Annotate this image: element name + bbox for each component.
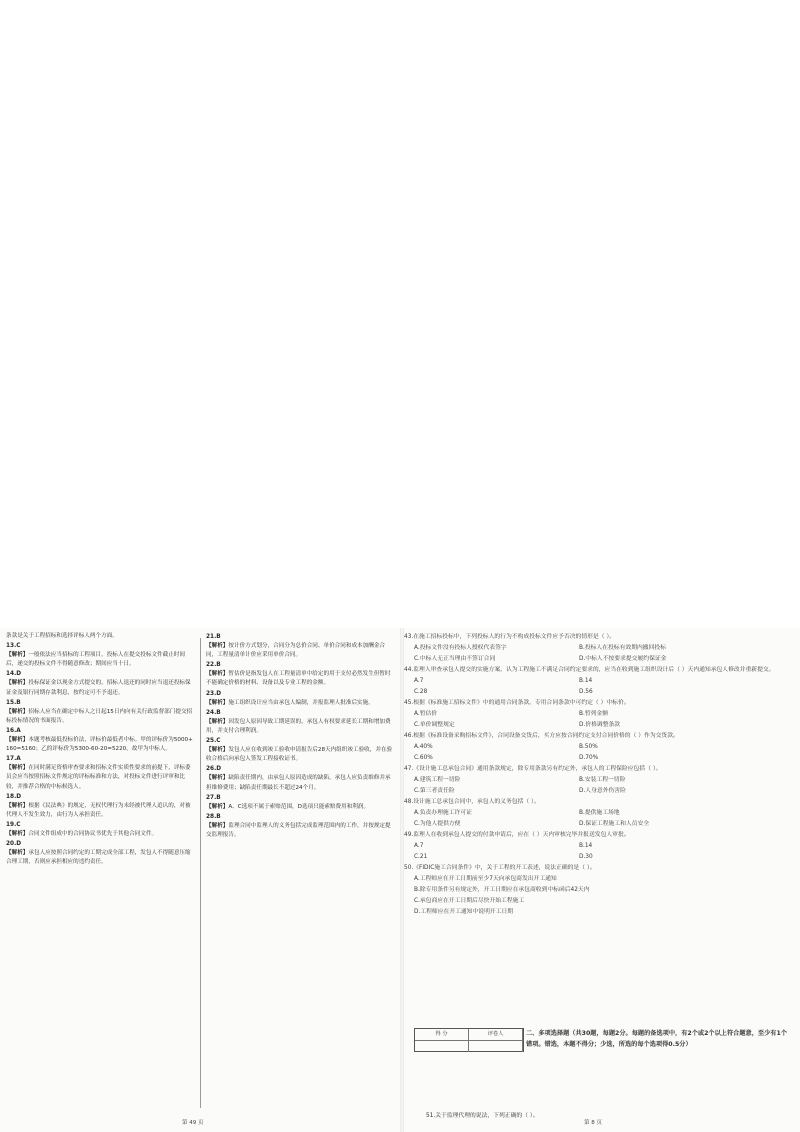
question-list [404, 632, 794, 918]
answer-explanation [6, 651, 194, 669]
explanation-tag: 【解析】 [206, 718, 229, 725]
answer-option: C.中标人无正当理由不签订合同 [414, 656, 496, 662]
grader-cell [469, 1041, 523, 1052]
answer-option: C.28 [414, 689, 428, 695]
explanation-tag: 【解析】 [206, 822, 229, 829]
answer-number: 13.C [6, 643, 21, 650]
score-label: 得 分 [415, 1029, 469, 1040]
answer-option: C.为他人提供方便 [414, 821, 461, 827]
explanation-text: 按计价方式划分，合同分为总价合同、单价合同和成本加酬金合同，工程量清单计价应采用单价合同。 [206, 643, 386, 659]
answer-option: A.7 [414, 678, 424, 684]
answer-option: A.投标文件没有投标人授权代表签字 [414, 645, 507, 651]
answer-number: 18.D [6, 793, 22, 800]
answer-option: B.除专用条件另有规定外，开工日期应在承包商收到中标函后42天内 [414, 887, 590, 893]
score-box [414, 1028, 524, 1052]
explanation-tag: 【解析】 [6, 652, 29, 659]
option-row [404, 643, 794, 654]
option-row [404, 709, 794, 720]
option-row [404, 687, 794, 698]
left-column-2 [206, 632, 394, 840]
option-row [404, 775, 794, 786]
question-stem: 47.《设计施工总承包合同》通用条款规定，除专用条款另有约定外，承包人的工程保险应包括（ ）。 [404, 766, 662, 772]
answer-option: B.暂列金额 [579, 711, 609, 717]
answer-option: B.14 [579, 678, 593, 684]
answer-number: 26.D [206, 766, 222, 773]
answer-option: A.暂估价 [414, 711, 438, 717]
answer-number: 27.B [206, 794, 221, 801]
answer-explanation [206, 803, 394, 812]
answer-text: 条款是关于工程招标和选择评标人两个方面。 [6, 633, 118, 639]
explanation-tag: 【解析】 [6, 830, 29, 837]
answer-option: A.7 [414, 843, 424, 849]
answer-explanation [206, 718, 394, 736]
option-row [404, 819, 794, 830]
explanation-tag: 【解析】 [206, 671, 229, 678]
answer-explanation [206, 822, 394, 840]
explanation-text: 发包人应在收到竣工验收申请报告后28天内组织竣工验收，并在验收合格后向承包人签发工程接收证书。 [206, 747, 393, 763]
answer-option: D.保证工程施工和人员安全 [579, 821, 650, 827]
answer-number: 16.A [6, 727, 21, 734]
answer-number: 22.B [206, 662, 221, 669]
answer-option: D.价格调整条款 [579, 722, 621, 728]
question-stem: 44.监理人审查承包人提交的实施方案，认为工程施工不满足合同约定要求的，应当在收到施工组织设计后（ ）天内通知承包人修改并重新提交。 [404, 667, 775, 673]
explanation-tag: 【解析】 [206, 803, 229, 810]
explanation-text: 施工组织设计应当由承包人编制，并报监理人批准后实施。 [228, 699, 374, 706]
answer-explanation [6, 708, 194, 726]
answer-option: D.人身意外伤害险 [579, 788, 626, 794]
explanation-text: 合同文件组成中的合同协议书优先于其他合同文件。 [28, 830, 158, 837]
answer-explanation [6, 679, 194, 697]
section-heading-multiple-choice [404, 1028, 794, 1072]
question-stem: 46.根据《标准设备采购招标文件》，合同设备交货后，买方应按合同约定支付合同价格的（ ）作为交货款。 [404, 733, 679, 739]
right-page [404, 632, 794, 1128]
page-number-left: 第 49 页 [182, 1120, 204, 1126]
question-51: 51.关于监理代理的说法，下列正确的（ ）。 [426, 1113, 539, 1119]
question-stem: 45.根据《标准施工招标文件》中的通用合同条款，专用合同条款中可约定（ ）中标价。 [404, 700, 630, 706]
answer-option: D.中标人不按要求提交履约保证金 [579, 656, 667, 662]
answer-option: D.工程师应在开工通知中说明开工日期 [414, 909, 514, 915]
explanation-text: 暂估价是指发包人在工程量清单中给定的用于支付必然发生但暂时不能确定价格的材料、设备以及专业工程的金额。 [206, 671, 391, 687]
explanation-tag: 【解析】 [6, 737, 29, 744]
option-row [404, 742, 794, 753]
option-row [404, 841, 794, 852]
answer-option: A.建筑工程一切险 [414, 777, 461, 783]
answer-option: B.提供施工场地 [579, 810, 620, 816]
question-stem: 48.设计施工总承包合同中，承包人的义务包括（ ）。 [404, 799, 540, 805]
answer-option: C.单价调整规定 [414, 722, 455, 728]
answer-option: A.40% [414, 744, 433, 750]
explanation-tag: 【解析】 [6, 708, 29, 715]
explanation-text: 监理合同中监理人的义务包括完成监理范围内的工作，并按规定提交监理报告。 [206, 822, 391, 838]
answer-number: 14.D [6, 671, 22, 678]
answer-option: B.50% [579, 744, 598, 750]
page-number-right: 第 8 页 [584, 1120, 602, 1126]
option-row [404, 753, 794, 764]
left-page [6, 632, 400, 1128]
answer-option: A.工程师应在开工日期前至少7天向承包商发出开工通知 [414, 876, 557, 882]
answer-number: 17.A [6, 756, 21, 763]
answer-number: 24.B [206, 709, 221, 716]
explanation-text: 在同时满足资格审查要求和招标文件实质性要求的前提下，评标委员会应当按照招标文件规定的评标标准和方法，对投标文件进行评审和比较，并推荐合格的中标候选人。 [6, 765, 191, 790]
answer-explanation [206, 642, 394, 660]
answer-option: C.21 [414, 854, 428, 860]
column-divider [200, 638, 201, 1108]
answer-number: 25.C [206, 738, 221, 745]
book-gutter [400, 628, 404, 1132]
answer-explanation [206, 746, 394, 764]
question-stem: 43.在施工招标投标中，下列投标人的行为不构成投标文件应予否决的情形是（ ）。 [404, 634, 616, 640]
explanation-tag: 【解析】 [6, 850, 29, 857]
answer-option: A.负责办理施工许可证 [414, 810, 472, 816]
explanation-tag: 【解析】 [6, 680, 29, 687]
answer-number: 28.B [206, 813, 221, 820]
explanation-tag: 【解析】 [206, 643, 229, 650]
answer-option: D.70% [579, 755, 599, 761]
answer-option: B.安装工程一切险 [579, 777, 626, 783]
answer-number: 23.D [206, 690, 222, 697]
left-column-1 [6, 632, 194, 867]
explanation-text: A、C选项不属于索赔范围，D选项只能索赔费用和利润。 [228, 803, 370, 810]
explanation-tag: 【解析】 [206, 699, 229, 706]
question-stem: 49.监理人在收到承包人提交的付款申请后，应在（ ）天内审核完毕并报送发包人审批。 [404, 832, 630, 838]
answer-number: 21.B [206, 634, 221, 640]
option-row [404, 808, 794, 819]
answer-option: B.14 [579, 843, 593, 849]
explanation-tag: 【解析】 [206, 775, 229, 782]
explanation-tag: 【解析】 [6, 765, 29, 772]
answer-number: 19.C [6, 821, 21, 828]
explanation-text: 因发包人原因导致工期延误的，承包人有权要求延长工期和增加费用，并支付合理利润。 [206, 718, 391, 734]
answer-explanation [6, 830, 194, 839]
answer-option: C.60% [414, 755, 433, 761]
answer-option: B.投标人在投标有效期内撤回投标 [579, 645, 666, 651]
grader-label: 评卷人 [469, 1029, 523, 1040]
option-row [404, 654, 794, 665]
answer-explanation [6, 849, 194, 867]
option-row [404, 852, 794, 863]
answer-option: D.30 [579, 854, 593, 860]
explanation-text: 本题考核最低投标价法，评标价最低者中标。甲的评标价为5000+160=5160；乙的评标价为5300-60-20=5220，故甲为中标人。 [6, 737, 193, 753]
answer-explanation [6, 802, 194, 820]
answer-explanation [206, 670, 394, 688]
option-row [404, 676, 794, 687]
answer-explanation [6, 736, 194, 754]
explanation-tag: 【解析】 [6, 802, 29, 809]
explanation-text: 一般依法应当招标的工程项目，投标人在提交投标文件截止时间后，递交的投标文件不得随意修改；期间应当十日。 [6, 652, 186, 668]
option-row [404, 720, 794, 731]
explanation-text: 根据《民法典》的规定，无权代理行为未经被代理人追认的，对被代理人不发生效力，由行为人承担责任。 [6, 802, 191, 818]
explanation-text: 承包人应按照合同约定的工期完成全部工程，发包人不得随意压缩合理工期，否则应承担相应的违约责任。 [6, 850, 191, 866]
answer-option: C.第三者责任险 [414, 788, 455, 794]
answer-number: 15.B [6, 699, 21, 706]
answer-number: 20.D [6, 841, 22, 848]
answer-explanation [206, 699, 394, 708]
answer-explanation [206, 774, 394, 792]
score-cell [415, 1041, 469, 1052]
answer-explanation [6, 764, 194, 791]
section-title: 二、多项选择题（共30题，每题2分。每题的备选项中，有2个或2个以上符合题意，至少有1个错项。错选，本题不得分；少选，所选的每个选项得0.5分） [526, 1030, 787, 1048]
answer-option: C.承包商应在开工日期后尽快开始工程施工 [414, 898, 525, 904]
explanation-text: 缺陷责任期内，由承包人原因造成的缺陷，承包人应负责维修并承担维修费用；缺陷责任期最长不超过24个月。 [206, 775, 391, 791]
question-stem: 50.《FIDIC施工合同条件》中，关于工程的开工表述，说法正确的是（ ）。 [404, 865, 596, 871]
option-row [404, 786, 794, 797]
explanation-tag: 【解析】 [206, 747, 229, 754]
explanation-text: 招标人应当在确定中标人之日起15日内向有关行政监督部门提交招标投标情况的书面报告。 [6, 708, 193, 724]
answer-option: D.56 [579, 689, 593, 695]
explanation-text: 投标保证金以现金方式提交的，招标人退还的同时应当退还投标保证金及银行同期存款利息，按约定可不予退还。 [6, 680, 191, 696]
